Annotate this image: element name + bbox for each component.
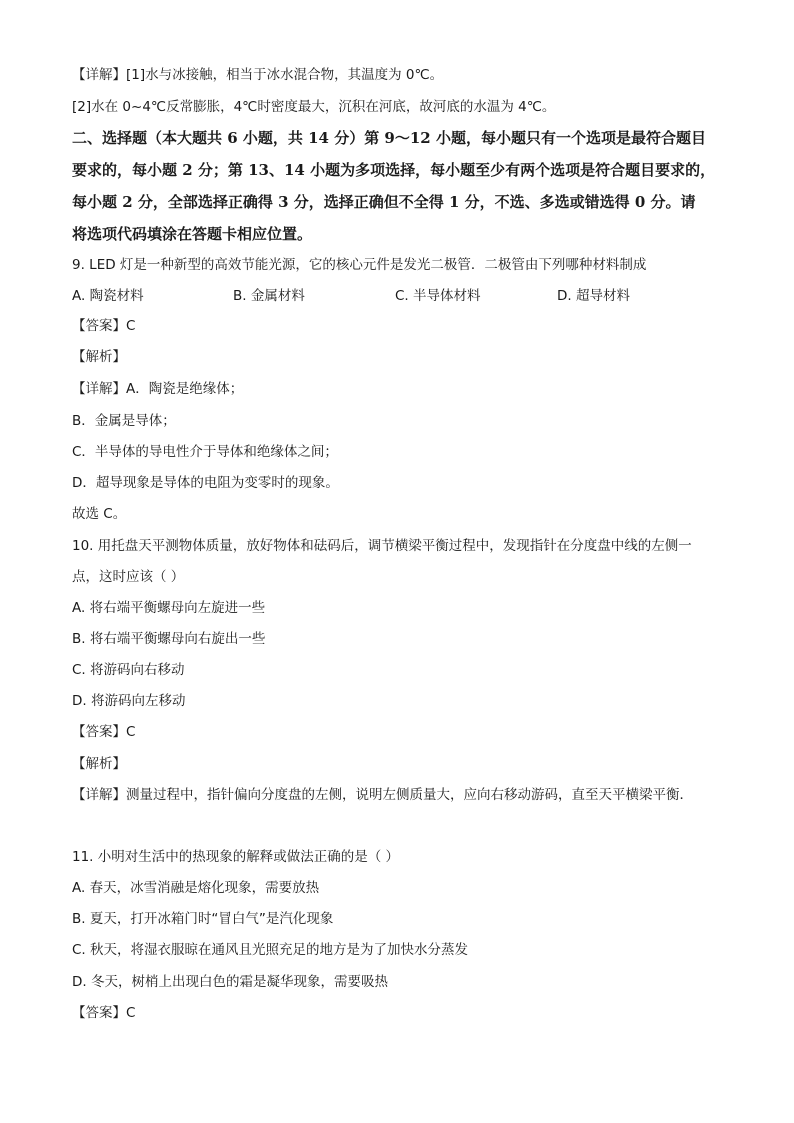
question-9-stem: 9. LED 灯是一种新型的高效节能光源，它的核心元件是发光二极管．二极管由下列哪种材料制成 xyxy=(72,257,647,273)
question-10-option-c: C. 将游码向右移动 xyxy=(72,662,185,678)
question-10-stem-line-2: 点，这时应该（ ） xyxy=(72,569,185,585)
question-11-option-a: A. 春天，冰雪消融是熔化现象，需要放热 xyxy=(72,880,320,896)
explanation-line-1: 【详解】[1]水与冰接触，相当于冰水混合物，其温度为 0℃。 xyxy=(72,67,444,83)
section-heading-line-3: 每小题 2 分，全部选择正确得 3 分，选择正确但不全得 1 分，不选、多选或错选得 0 分。请 xyxy=(72,193,696,211)
question-10-stem-line-1: 10. 用托盘天平测物体质量，放好物体和砝码后，调节横梁平衡过程中，发现指针在分度盘中线的左侧一 xyxy=(72,538,692,554)
question-9-option-c: C. 半导体材料 xyxy=(395,288,481,304)
section-heading-line-2: 要求的，每小题 2 分；第 13、14 小题为多项选择，每小题至少有两个选项是符合题目要求的， xyxy=(72,161,716,179)
question-9-answer: 【答案】C xyxy=(72,318,136,334)
question-10-answer: 【答案】C xyxy=(72,724,136,740)
question-10-option-b: B. 将右端平衡螺母向右旋出一些 xyxy=(72,631,266,647)
question-11-option-b: B. 夏天，打开冰箱门时“冒白气”是汽化现象 xyxy=(72,911,334,927)
question-9-option-a: A. 陶瓷材料 xyxy=(72,288,144,304)
question-9-detail-a: 【详解】A．陶瓷是绝缘体； xyxy=(72,381,244,397)
question-9-option-b: B. 金属材料 xyxy=(233,288,305,304)
question-9-detail-d: D．超导现象是导体的电阻为变零时的现象。 xyxy=(72,475,339,491)
question-9-detail-c: C．半导体的导电性介于导体和绝缘体之间； xyxy=(72,444,338,460)
question-9-detail-b: B．金属是导体； xyxy=(72,413,176,429)
explanation-line-2: [2]水在 0~4℃反常膨胀，4℃时密度最大，沉积在河底，故河底的水温为 4℃。 xyxy=(72,99,556,115)
question-10-detail: 【详解】测量过程中，指针偏向分度盘的左侧，说明左侧质量大，应向右移动游码，直至天平横梁平衡． xyxy=(72,787,693,803)
question-10-analysis-label: 【解析】 xyxy=(72,756,126,772)
question-11-answer: 【答案】C xyxy=(72,1005,136,1021)
question-9-option-d: D. 超导材料 xyxy=(557,288,630,304)
question-9-conclusion: 故选 C。 xyxy=(72,506,127,522)
question-11-stem: 11. 小明对生活中的热现象的解释或做法正确的是（ ） xyxy=(72,849,400,865)
question-11-option-d: D. 冬天，树梢上出现白色的霜是凝华现象，需要吸热 xyxy=(72,974,388,990)
question-11-option-c: C. 秋天，将湿衣服晾在通风且光照充足的地方是为了加快水分蒸发 xyxy=(72,942,469,958)
section-heading-line-4: 将选项代码填涂在答题卡相应位置。 xyxy=(72,225,313,243)
question-9-analysis-label: 【解析】 xyxy=(72,349,126,365)
section-heading-line-1: 二、选择题（本大题共 6 小题，共 14 分）第 9～12 小题，每小题只有一个选项是最符合题目 xyxy=(72,129,706,147)
question-10-option-a: A. 将右端平衡螺母向左旋进一些 xyxy=(72,600,266,616)
question-10-option-d: D. 将游码向左移动 xyxy=(72,693,186,709)
